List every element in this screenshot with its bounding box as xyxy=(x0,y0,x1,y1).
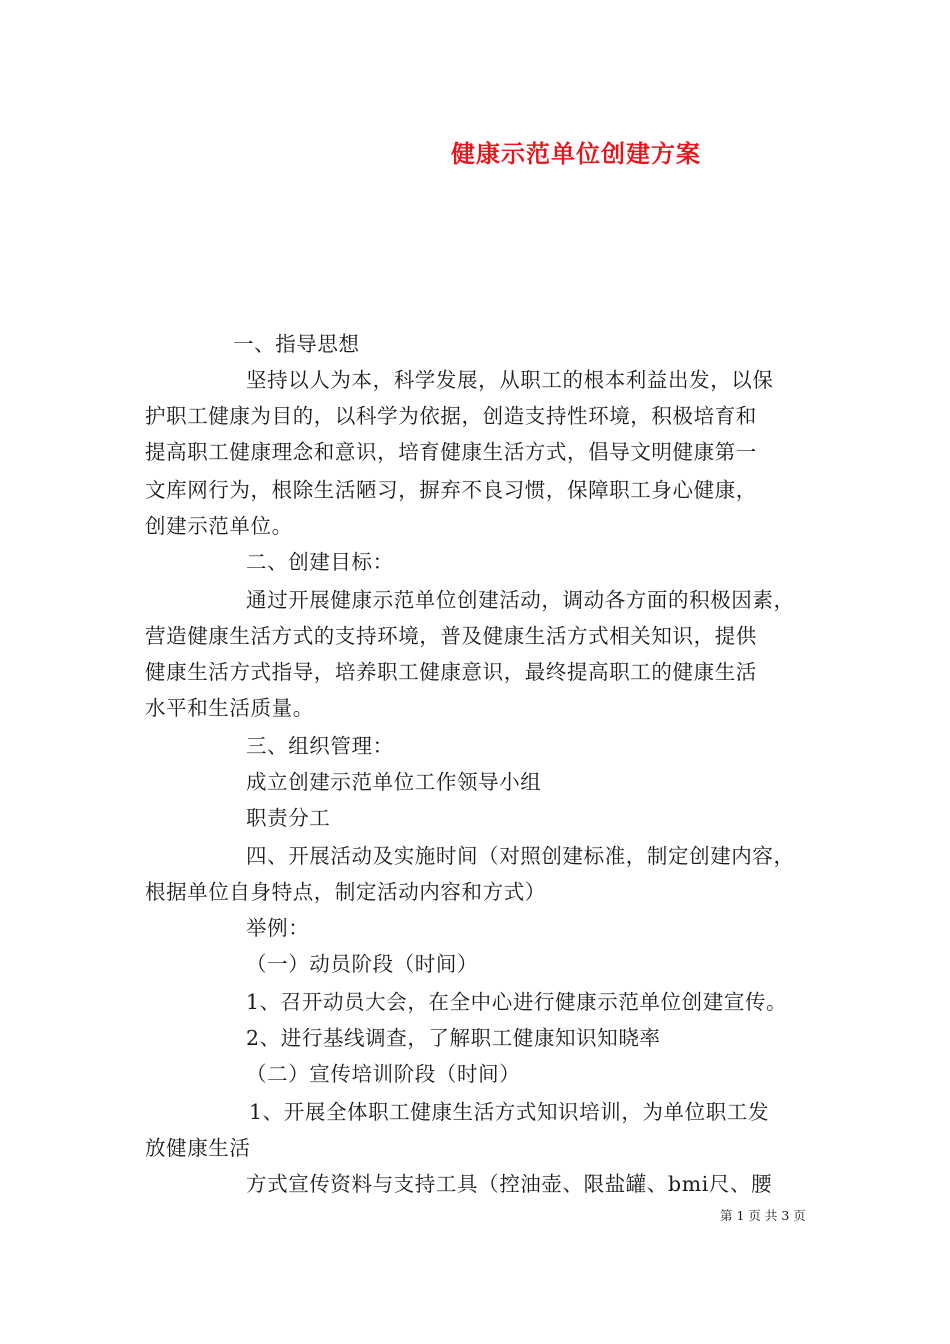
body-line: 健康生活方式指导，培养职工健康意识，最终提高职工的健康生活 xyxy=(145,660,757,684)
body-line: 护职工健康为目的，以科学为依据，创造支持性环境，积极培育和 xyxy=(145,404,757,428)
list-item: 1、开展全体职工健康生活方式知识培训，为单位职工发 xyxy=(249,1100,770,1124)
body-line: 坚持以人为本，科学发展，从职工的根本利益出发，以保 xyxy=(246,368,774,392)
body-line: 方式宣传资料与支持工具（控油壶、限盐罐、bmi尺、腰 xyxy=(246,1172,773,1196)
page-number-footer: 第 1 页 共 3 页 xyxy=(720,1208,806,1223)
body-line: 成立创建示范单位工作领导小组 xyxy=(246,770,542,794)
section-heading-activities: 四、开展活动及实施时间（对照创建标准，制定创建内容， xyxy=(246,844,795,868)
section-heading-goals: 二、创建目标： xyxy=(246,550,394,574)
body-line: 提高职工健康理念和意识，培育健康生活方式，倡导文明健康第一 xyxy=(145,440,757,464)
section-heading-organization: 三、组织管理： xyxy=(246,734,394,758)
body-line: 放健康生活 xyxy=(145,1136,251,1160)
list-item: 2、进行基线调查，了解职工健康知识知晓率 xyxy=(246,1026,661,1050)
subsection-heading-mobilization: （一）动员阶段（时间） xyxy=(246,952,479,976)
document-title: 健康示范单位创建方案 xyxy=(451,139,701,168)
body-line: 文库网行为，根除生活陋习，摒弃不良习惯，保障职工身心健康， xyxy=(145,478,757,502)
body-line: 创建示范单位。 xyxy=(145,514,293,538)
body-line: 职责分工 xyxy=(246,806,331,830)
body-line: 举例： xyxy=(246,916,310,940)
list-item: 1、召开动员大会，在全中心进行健康示范单位创建宣传。 xyxy=(246,990,788,1014)
body-line: 通过开展健康示范单位创建活动，调动各方面的积极因素， xyxy=(246,588,795,612)
body-line: 营造健康生活方式的支持环境，普及健康生活方式相关知识，提供 xyxy=(145,624,757,648)
section-heading-guiding-thought: 一、指导思想 xyxy=(233,332,360,356)
subsection-heading-training: （二）宣传培训阶段（时间） xyxy=(246,1062,521,1086)
body-line: 水平和生活质量。 xyxy=(145,696,314,720)
body-line: 根据单位自身特点，制定活动内容和方式） xyxy=(145,880,546,904)
